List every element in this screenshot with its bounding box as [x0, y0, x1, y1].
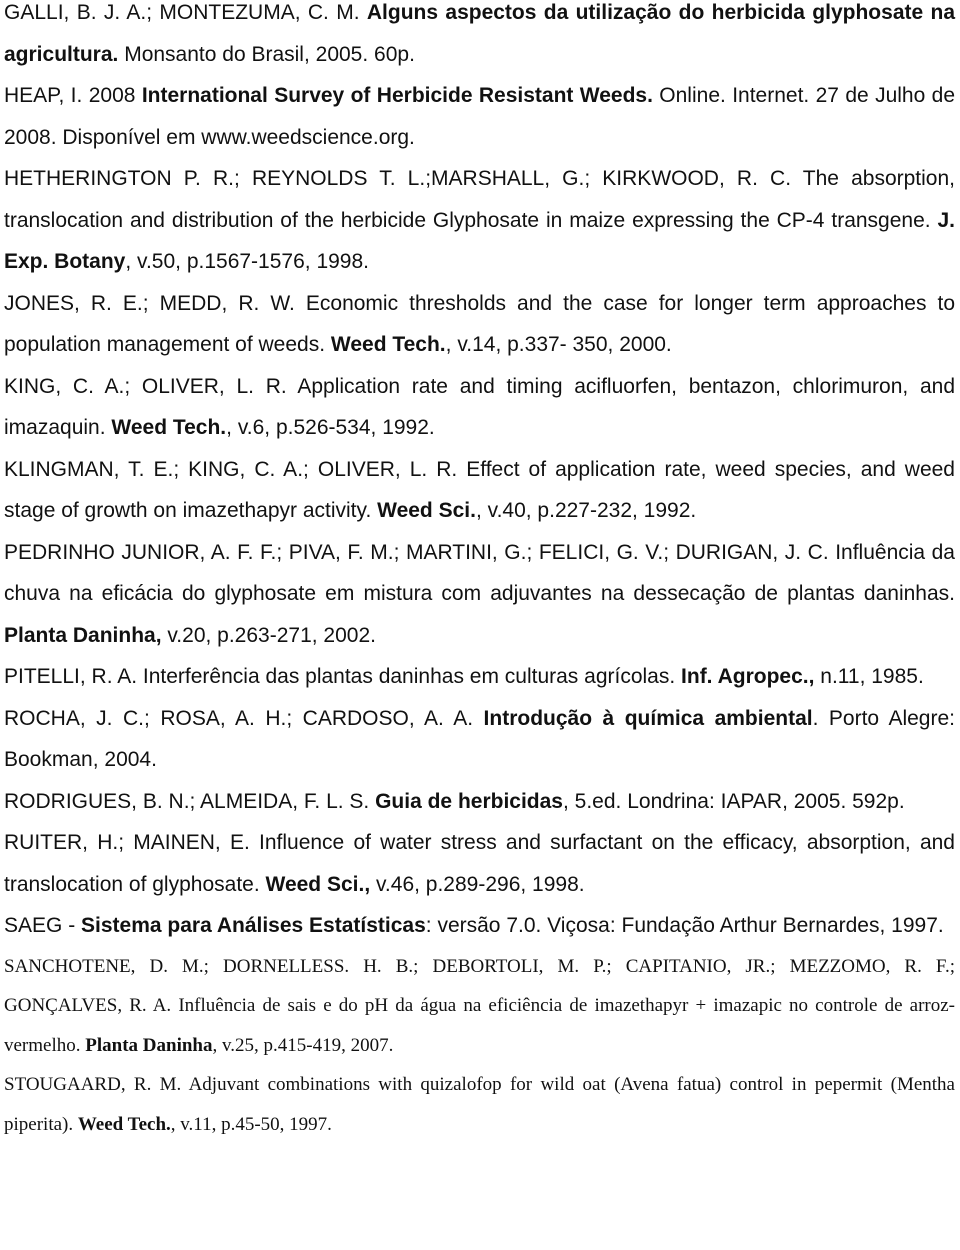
reference-text-segment: PITELLI, R. A. Interferência das plantas daninhas em culturas agrícolas. — [4, 665, 682, 688]
reference-text-segment: , v.50, p.1567-1576, 1998. — [125, 250, 369, 273]
reference-text-segment: RODRIGUES, B. N.; ALMEIDA, F. L. S. — [4, 789, 376, 813]
reference-text-segment: HEAP, I. 2008 — [4, 84, 142, 107]
reference-bold-segment: Weed Sci. — [377, 499, 476, 522]
reference-entry — [4, 75, 955, 158]
reference-entry — [4, 366, 955, 449]
reference-entry — [4, 158, 955, 283]
reference-text-segment: SANCHOTENE, D. M.; DORNELLESS. H. B.; DEBORTOLI, M. P.; CAPITANIO, JR.; MEZZOMO, R. F.; GONÇALVES, R. A. Influência de sais e do pH da água na eficiência de imazethapyr + imazapic no controle de arroz-vermelho. — [4, 955, 955, 1056]
reference-text-segment: ROCHA, J. C.; ROSA, A. H.; CARDOSO, A. A. — [4, 706, 484, 730]
reference-text-segment: PEDRINHO JUNIOR, A. F. F.; PIVA, F. M.; MARTINI, G.; FELICI, G. V.; DURIGAN, J. C. Influência da chuva na eficácia do glyphosate em mistura com adjuvantes na dessecação de plantas daninhas. — [4, 540, 955, 605]
reference-text-segment: RUITER, H.; MAINEN, E. Influence of water stress and surfactant on the efficacy, absorption, and translocation of glyphosate. — [4, 831, 955, 896]
reference-entry — [4, 947, 955, 1066]
reference-text-segment: , 5.ed. Londrina: IAPAR, 2005. 592p. — [563, 789, 905, 813]
reference-text-segment: STOUGAARD, R. M. Adjuvant combinations with quizalofop for wild oat (Avena fatua) control in pepermit (Mentha piperita). — [4, 1074, 955, 1135]
reference-text-segment: . Porto Alegre: Bookman, 2004. — [4, 706, 955, 771]
reference-entry — [4, 283, 955, 366]
reference-bold-segment: J. Exp. Botany — [4, 208, 955, 273]
reference-bold-segment: Guia de herbicidas — [375, 789, 563, 813]
reference-text-segment: n.11, 1985. — [814, 665, 924, 688]
reference-entry — [4, 905, 955, 947]
reference-text-segment: Monsanto do Brasil, 2005. 60p. — [118, 42, 415, 66]
reference-text-segment: , v.25, p.415-419, 2007. — [212, 1034, 394, 1056]
reference-bold-segment: Alguns aspectos da utilização do herbicida glyphosate na agricultura. — [4, 1, 956, 66]
reference-text-segment: v.20, p.263-271, 2002. — [161, 623, 376, 647]
reference-entry — [4, 1065, 955, 1144]
reference-entry — [4, 698, 955, 781]
reference-list — [4, 0, 955, 1144]
reference-text-segment: , v.14, p.337- 350, 2000. — [445, 333, 672, 356]
reference-text-segment: KLINGMAN, T. E.; KING, C. A.; OLIVER, L. R. Effect of application rate, weed species, and weed stage of growth on imazethapyr activity. — [4, 457, 955, 522]
reference-bold-segment: Weed Tech. — [111, 416, 227, 439]
reference-text-segment: SAEG - — [4, 914, 82, 937]
reference-text-segment: , v.11, p.45-50, 1997. — [170, 1113, 332, 1135]
reference-bold-segment: Weed Tech. — [77, 1113, 171, 1135]
reference-text-segment: , v.40, p.227-232, 1992. — [475, 499, 697, 522]
reference-text-segment: : versão 7.0. Viçosa: Fundação Arthur Bernardes, 1997. — [425, 914, 944, 937]
reference-text-segment: JONES, R. E.; MEDD, R. W. Economic thresholds and the case for longer term approaches to population management of weeds. — [4, 291, 955, 356]
reference-bold-segment: Sistema para Análises Estatísticas — [81, 914, 426, 937]
reference-text-segment: , v.6, p.526-534, 1992. — [226, 416, 435, 439]
reference-bold-segment: Planta Daninha, — [4, 623, 162, 647]
reference-entry — [4, 0, 955, 75]
reference-text-segment: v.46, p.289-296, 1998. — [370, 872, 585, 896]
reference-entry — [4, 656, 955, 698]
reference-entry — [4, 822, 955, 905]
reference-bold-segment: International Survey of Herbicide Resistant Weeds. — [141, 84, 653, 107]
reference-entry — [4, 532, 955, 657]
reference-entry — [4, 449, 955, 532]
reference-bold-segment: Weed Sci., — [265, 872, 371, 896]
reference-bold-segment: Weed Tech. — [330, 333, 446, 356]
reference-bold-segment: Inf. Agropec., — [681, 665, 815, 688]
reference-entry — [4, 781, 955, 823]
reference-bold-segment: Introdução à química ambiental — [483, 706, 813, 730]
reference-bold-segment: Planta Daninha — [85, 1034, 213, 1056]
reference-text-segment: KING, C. A.; OLIVER, L. R. Application rate and timing acifluorfen, bentazon, chlorimuron, and imazaquin. — [4, 374, 955, 439]
reference-text-segment: HETHERINGTON P. R.; REYNOLDS T. L.;MARSHALL, G.; KIRKWOOD, R. C. The absorption, translocation and distribution of the herbicide Glyphosate in maize expressing the CP-4 transgene. — [4, 167, 955, 232]
reference-text-segment: GALLI, B. J. A.; MONTEZUMA, C. M. — [4, 1, 367, 24]
reference-text-segment: Online. Internet. 27 de Julho de 2008. Disponível em www.weedscience.org. — [4, 84, 956, 149]
